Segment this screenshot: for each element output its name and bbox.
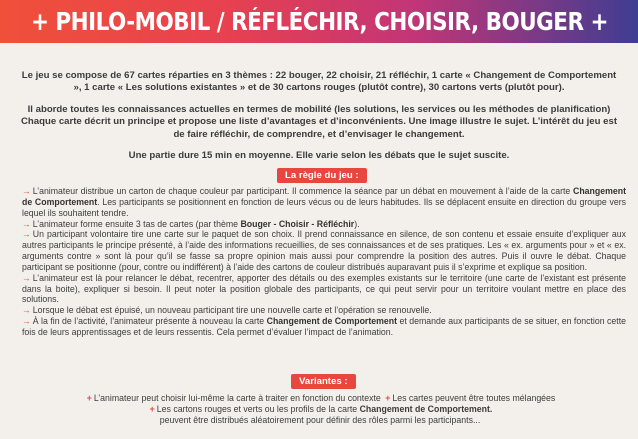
arrow-right-icon: → bbox=[22, 272, 31, 283]
rule-item bbox=[22, 273, 626, 306]
variant-line bbox=[30, 415, 610, 426]
rule-item bbox=[22, 316, 626, 338]
rule-text: et demande aux participants de se situer, en fonction cette fois de leurs apprentissages et de leurs ressentis. Cela permet d’évaluer l’impact de l’animation. bbox=[22, 316, 627, 337]
variant-text: Les cartons rouges et verts ou les profils de la carte bbox=[156, 404, 360, 414]
rule-text: À la fin de l’activité, l’animateur présente à nouveau la carte bbox=[32, 316, 267, 327]
intro-paragraph-composition: Le jeu se compose de 67 cartes réparties en 3 thèmes : 22 bouger, 22 choisir, 21 réfléchir, 1 carte « Changement de Comportement », 1 carte « Les solutions existantes » et de 30 cartons rouges (plutôt contre), 30 cartons verts (plutôt pour). bbox=[21, 70, 617, 94]
rules-heading-badge: La règle du jeu : bbox=[277, 168, 367, 183]
rule-text: L’animateur forme ensuite 3 tas de cartes (par thème bbox=[32, 218, 241, 229]
intro-paragraph-description: Il aborde toutes les connaissances actuelles en termes de mobilité (les solutions, les services ou les méthodes de planification) Chaque carte décrit un principe et propose une liste d’avantages et d’inconvénients. Une image illustre le sujet. L’intérêt du jeu est de faire réfléchir, de comprendre, et d’envisager le changement. bbox=[20, 103, 618, 140]
arrow-right-icon: → bbox=[22, 218, 31, 229]
arrow-right-icon: → bbox=[22, 186, 31, 196]
rule-text: ). bbox=[354, 218, 360, 229]
plus-icon: + bbox=[86, 393, 92, 403]
variant-text: Les cartes peuvent être toutes mélangées bbox=[392, 393, 556, 403]
intro-section bbox=[20, 70, 618, 171]
variant-text: L’animateur peut choisir lui-même la carte à traiter en fonction du contexte bbox=[93, 393, 381, 403]
arrow-right-icon: → bbox=[22, 229, 31, 240]
rule-item bbox=[22, 186, 626, 219]
variants-list bbox=[30, 393, 610, 426]
rule-text: Un participant volontaire tire une carte sur le paquet de son choix. Il prend connaissance en silence, de son contenu et essaie ensuite d’expliquer aux autres participants le principe présenté, à l’aide des informations recueillies, de ses connaissances et de ses pratiques. Les « ex. arguments pour » et « ex. arguments contre » sont là pour qu’il se fasse sa propre opinion mais aussi pour comprendre la position des autres. Puis il ouvre le débat. Chaque participant se positionne (pour, contre ou indifférent) à l’aide des cartons de couleur distribués auparavant puis il s’exprime et explique sa position. bbox=[22, 229, 626, 272]
rule-text: L’animateur est là pour relancer le débat, recentrer, apporter des détails ou des exemples existants sur le territoire (une carte de l’existant est présente dans la boite), expliquer si besoin. Il peut noter la position globale des participants, ce qui peut servir pour un territoire voulant mettre en place des solutions. bbox=[22, 272, 626, 305]
rules-list bbox=[22, 186, 626, 338]
intro-paragraph-duration: Une partie dure 15 min en moyenne. Elle varie selon les débats que le sujet suscite. bbox=[128, 150, 510, 162]
title-banner bbox=[0, 0, 638, 43]
variants-heading-badge: Variantes : bbox=[291, 374, 356, 389]
variant-line bbox=[30, 393, 610, 404]
arrow-right-icon: → bbox=[22, 305, 31, 316]
rule-text: L’animateur distribue un carton de chaque couleur par participant. Il commence la séance par un débat en mouvement à l’aide de la carte bbox=[32, 186, 573, 196]
page-title: + PHILO-MOBIL / RÉFLÉCHIR, CHOISIR, BOUGER + bbox=[30, 7, 608, 36]
variant-text: peuvent être distribués aléatoirement pour définir des rôles parmi les participants... bbox=[159, 415, 481, 425]
rule-text: . Les participants se positionnent en fonction de leurs vécus ou de leurs habitudes. Ils se déplacent ensuite en direction du groupe vers lequel ils souhaitent tendre. bbox=[22, 196, 626, 218]
rule-text: Lorsque le débat est épuisé, un nouveau participant tire une nouvelle carte et l’opération se renouvelle. bbox=[32, 305, 432, 316]
rule-item bbox=[22, 305, 626, 316]
variant-line bbox=[30, 404, 610, 415]
plus-icon: + bbox=[149, 404, 155, 414]
plus-icon: + bbox=[385, 393, 391, 403]
variant-emphasis: Changement de Comportement. bbox=[359, 404, 493, 414]
rule-emphasis: Changement de Comportement bbox=[266, 316, 398, 327]
rule-item bbox=[22, 219, 626, 230]
rule-emphasis: Changement de Comportement bbox=[22, 186, 626, 207]
arrow-right-icon: → bbox=[22, 316, 31, 327]
rule-item bbox=[22, 229, 626, 272]
rule-emphasis: Bouger - Choisir - Réfléchir bbox=[240, 218, 355, 229]
